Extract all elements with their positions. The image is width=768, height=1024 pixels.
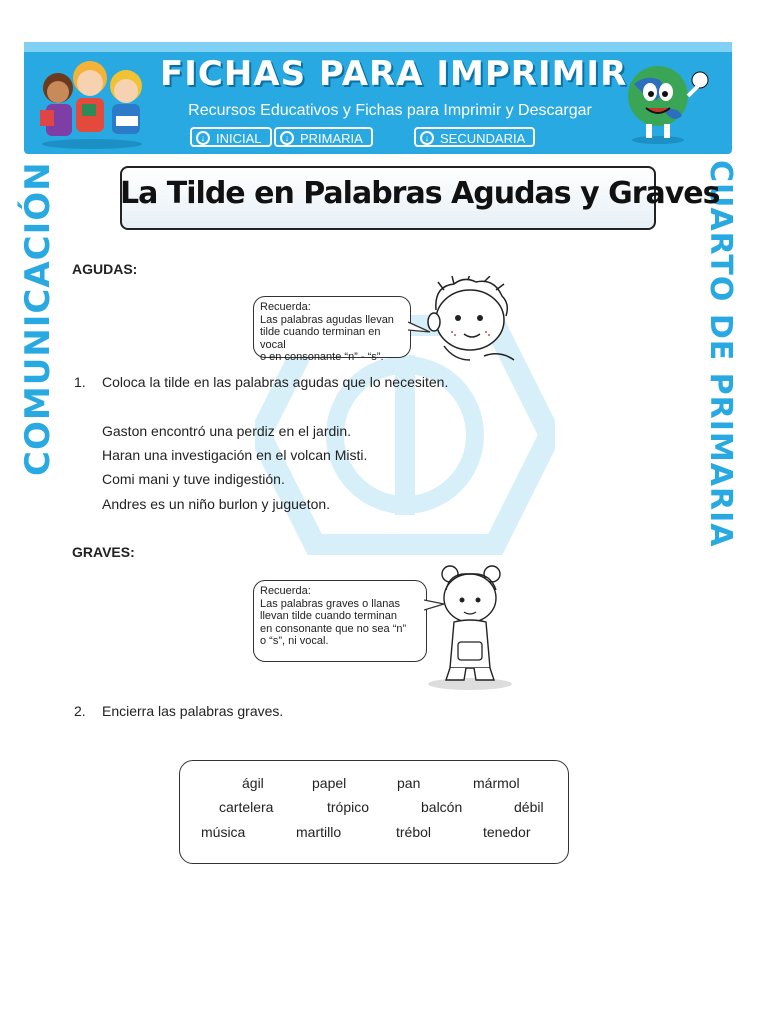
nav-primaria[interactable]: ↓ PRIMARIA (274, 127, 373, 147)
graves-heading: GRAVES: (72, 544, 135, 560)
arrow-down-icon: ↓ (280, 131, 294, 145)
word-item[interactable]: trébol (396, 824, 432, 840)
globe-mascot-icon (616, 56, 722, 144)
word-item[interactable]: ágil (242, 775, 264, 791)
graves-reminder-bubble: Recuerda: Las palabras graves o llanas llevan tilde cuando terminan en consonante que no sea “n” o “s”, ni vocal. (253, 580, 427, 662)
sentence-line: Andres es un niño burlon y jugueton. (102, 496, 331, 512)
word-item[interactable]: martillo (296, 824, 342, 840)
instruction-text: Encierra las palabras graves. (102, 703, 284, 719)
instruction-number: 2. (74, 703, 86, 719)
word-item[interactable]: balcón (421, 799, 463, 815)
word-item[interactable]: cartelera (219, 799, 274, 815)
instruction-text: Coloca la tilde en las palabras agudas que lo necesiten. (102, 374, 449, 390)
agudas-heading: AGUDAS: (72, 261, 138, 277)
word-item[interactable]: trópico (327, 799, 370, 815)
word-item[interactable]: tenedor (483, 824, 531, 840)
arrow-down-icon: ↓ (420, 131, 434, 145)
instruction-number: 1. (74, 374, 86, 390)
word-item[interactable]: papel (312, 775, 347, 791)
grade-label: CUARTO DE PRIMARIA (703, 160, 738, 548)
girl-illustration (420, 560, 520, 692)
nav-inicial[interactable]: ↓ INICIAL (190, 127, 272, 147)
page-title: La Tilde en Palabras Agudas y Graves (120, 176, 720, 211)
agudas-reminder-bubble: Recuerda: Las palabras agudas llevan tilde cuando terminan en vocal o en consonante “n” - “s”. (253, 296, 411, 358)
kids-illustration (36, 54, 154, 150)
sentence-line: Comi mani y tuve indigestión. (102, 471, 285, 487)
subject-label: COMUNICACIÓN (18, 161, 58, 476)
site-subtitle: Recursos Educativos y Fichas para Imprimir y Descargar (188, 102, 592, 119)
banner-strip (24, 42, 732, 52)
word-item[interactable]: débil (514, 799, 544, 815)
sentence-line: Haran una investigación en el volcan Misti. (102, 447, 368, 463)
nav-secundaria[interactable]: ↓ SECUNDARIA (414, 127, 535, 147)
sentence-line: Gaston encontró una perdiz en el jardin. (102, 423, 352, 439)
word-item[interactable]: música (201, 824, 246, 840)
boy-face-illustration (424, 276, 518, 362)
site-title: FICHAS PARA IMPRIMIR (160, 54, 628, 94)
word-item[interactable]: pan (397, 775, 421, 791)
arrow-down-icon: ↓ (196, 131, 210, 145)
word-item[interactable]: mármol (473, 775, 520, 791)
